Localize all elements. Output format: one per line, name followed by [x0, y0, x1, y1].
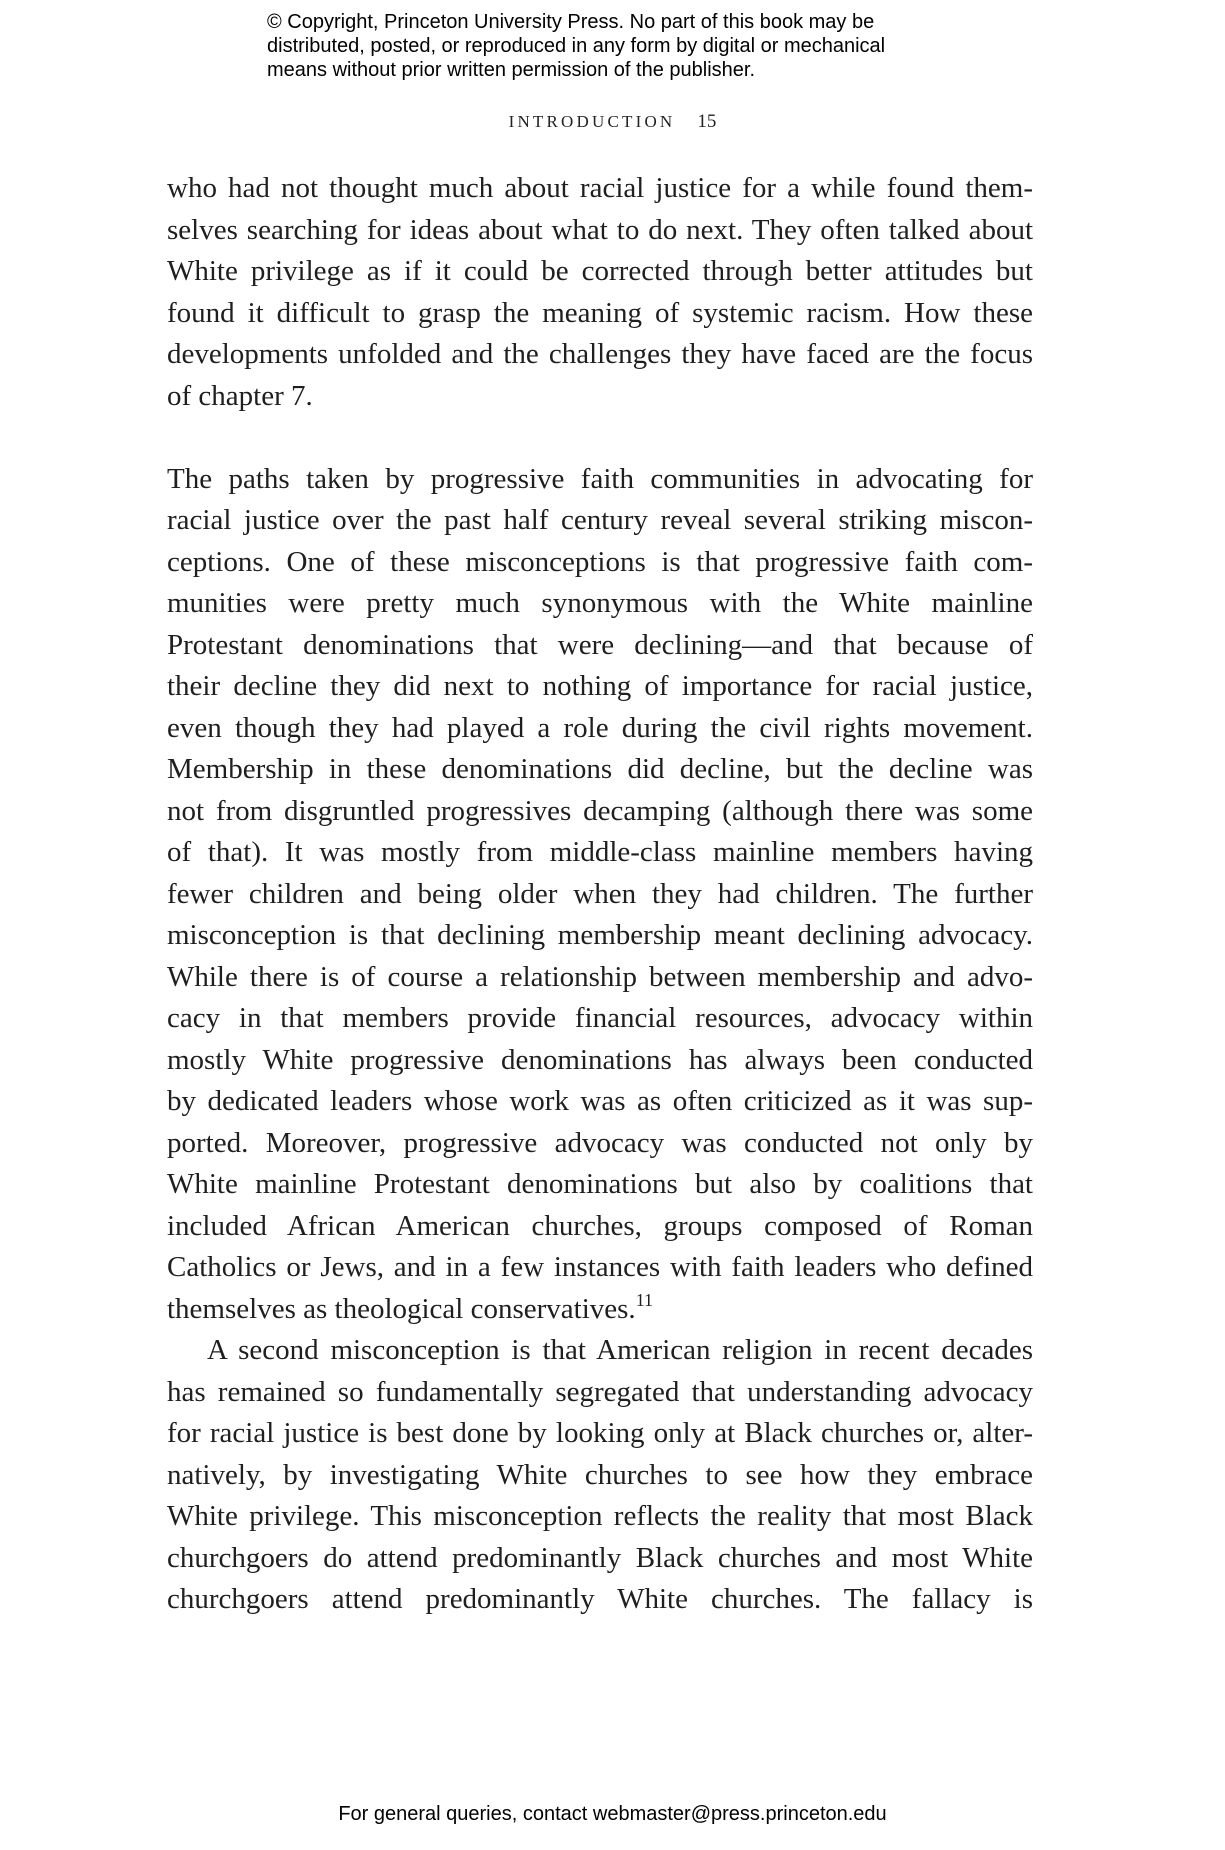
text-line: ported. Moreover, progressive advocacy was conducted not only by [167, 1126, 1033, 1159]
text-line: fewer children and being older when they had children. The further [167, 877, 1033, 910]
text-fragment: themselves as theological conservatives. [167, 1292, 636, 1325]
text-line: racial justice over the past half century reveal several striking miscon- [167, 504, 1033, 536]
text-line: Membership in these denominations did decline, but the decline was [167, 753, 1033, 785]
text-line: A second misconception is that American religion in recent decades [207, 1334, 1033, 1366]
text-line: munities were pretty much synonymous with the White mainline [167, 587, 1033, 619]
text-line: Catholics or Jews, and in a few instances with faith leaders who defined [167, 1251, 1033, 1283]
text-line: their decline they did next to nothing of importance for racial justice, [167, 670, 1033, 702]
copyright-line: © Copyright, Princeton University Press. No part of this book may be [267, 11, 875, 33]
section-title: INTRODUCTION [508, 112, 676, 131]
text-line: developments unfolded and the challenges they have faced are the focus [167, 338, 1033, 370]
text-line: found it difficult to grasp the meaning of systemic racism. How these [167, 296, 1033, 329]
text-line: even though they had played a role during the civil rights movement. [167, 711, 1033, 744]
text-line: misconception is that declining membership meant declining advocacy. [167, 919, 1033, 951]
text-line: not from disgruntled progressives decamping (although there was some [167, 794, 1033, 827]
text-line: selves searching for ideas about what to do next. They often talked about [167, 213, 1033, 246]
text-line: churchgoers do attend predominantly Black churches and most White [167, 1541, 1033, 1574]
section-break [167, 417, 1033, 459]
footer-contact: For general queries, contact webmaster@press.princeton.edu [338, 1803, 887, 1825]
text-line: Protestant denominations that were declining—and that because of [167, 628, 1033, 661]
footnote-marker[interactable]: 11 [635, 1289, 654, 1310]
text-line: included African American churches, groups composed of Roman [167, 1209, 1033, 1242]
text-line: ceptions. One of these misconceptions is that progressive faith com- [167, 545, 1033, 578]
text-line: The paths taken by progressive faith communities in advocating for [167, 462, 1033, 495]
copyright-line: distributed, posted, or reproduced in any form by digital or mechanical [267, 35, 886, 57]
paragraph [167, 1330, 1033, 1621]
text-line: of that). It was mostly from middle-class mainline members having [167, 836, 1033, 868]
text-line: by dedicated leaders whose work was as often criticized as it was sup- [167, 1085, 1033, 1117]
text-line: churchgoers attend predominantly White churches. The fallacy is [167, 1583, 1033, 1615]
text-line: for racial justice is best done by looking only at Black churches or, alter- [167, 1417, 1033, 1449]
text-line: of chapter 7. [167, 379, 313, 412]
text-line: mostly White progressive denominations has always been conducted [167, 1043, 1033, 1076]
text-line: has remained so fundamentally segregated that understanding advocacy [167, 1375, 1033, 1408]
text-line [167, 1289, 1033, 1331]
paragraph [167, 168, 1033, 417]
copyright-notice [267, 10, 987, 82]
text-line: natively, by investigating White churches to see how they embrace [167, 1458, 1033, 1491]
text-line: White privilege as if it could be corrected through better attitudes but [167, 255, 1033, 287]
paragraph [167, 459, 1033, 1331]
text-line: who had not thought much about racial justice for a while found them- [167, 172, 1033, 204]
text-line: White mainline Protestant denominations but also by coalitions that [167, 1168, 1033, 1200]
text-line: While there is of course a relationship between membership and advo- [167, 960, 1033, 993]
page-number: 15 [697, 111, 717, 132]
body-text [167, 168, 1033, 1621]
copyright-line: means without prior written permission of the publisher. [267, 59, 756, 81]
running-head [0, 111, 1225, 133]
text-line: White privilege. This misconception reflects the reality that most Black [167, 1500, 1033, 1532]
text-line: cacy in that members provide financial resources, advocacy within [167, 1002, 1033, 1034]
